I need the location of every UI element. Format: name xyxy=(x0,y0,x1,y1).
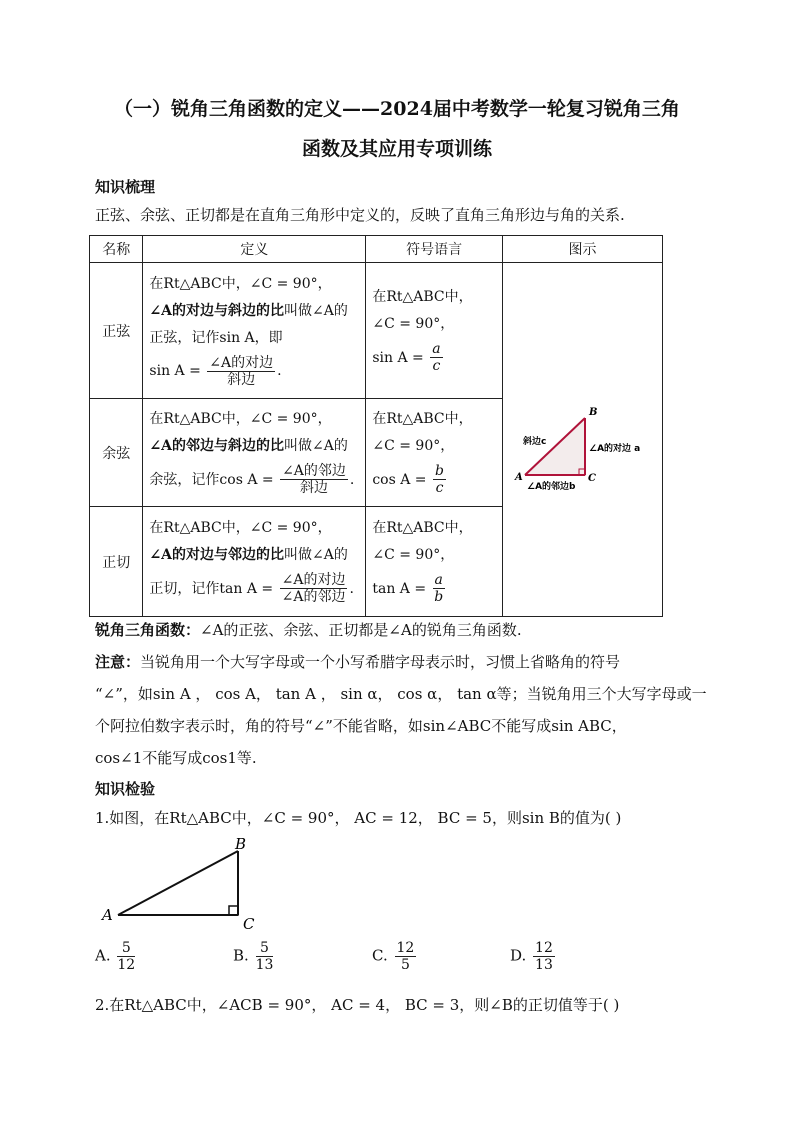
sym-line: 在Rt△ABC中， xyxy=(372,410,473,427)
option-label: B. xyxy=(233,946,249,965)
row-name: 余弦 xyxy=(90,399,143,507)
fraction-numerator: 5 xyxy=(256,940,274,957)
formula-left: tan A = xyxy=(372,580,427,597)
def-line xyxy=(149,542,359,569)
intro-text: 正弦、余弦、正切都是在直角三角形中定义的，反映了直角三角形边与角的关系. xyxy=(95,206,625,224)
option-label: D. xyxy=(510,946,527,965)
def-key-phrase: ∠A的对边与邻边的比 xyxy=(149,546,285,563)
symbol-cell xyxy=(366,263,503,399)
fraction xyxy=(280,463,348,496)
def-formula: 正切，记作tan A = $\frac{\text{∠A的对边}}{\text{∠A的邻边}}$ . xyxy=(149,572,354,605)
symbol-cell xyxy=(366,507,503,617)
def-line: 在Rt△ABC中，∠C = 90°， xyxy=(149,276,332,292)
fraction xyxy=(533,940,555,973)
def-line: 余弦，记作cos A = xyxy=(149,471,274,488)
definition-cell xyxy=(143,507,366,617)
fraction xyxy=(207,355,275,388)
section-heading-knowledge: 知识梳理 xyxy=(95,178,156,196)
def-key-phrase: ∠A的对边与斜边的比 xyxy=(149,303,285,319)
fraction xyxy=(395,940,417,973)
question-1-triangle xyxy=(98,835,268,935)
note-line: “∠”，如sin A ， cos A， tan A ， sin α， cos α， tan α等；当锐角用三个大写字母或一 xyxy=(95,685,707,703)
formula-left: sin A = xyxy=(372,349,424,366)
section-heading-check: 知识检验 xyxy=(95,780,156,798)
def-formula: 余弦，记作cos A = $\frac{\text{∠A的邻边}}{\text{斜边}}$ . xyxy=(149,463,355,496)
fraction-denominator: 13 xyxy=(255,957,274,973)
formula-left: sin A = xyxy=(149,363,201,379)
fraction xyxy=(280,572,348,605)
note-line xyxy=(95,652,620,672)
fraction-denominator: b xyxy=(434,589,444,605)
question-1-text: 1.如图，在Rt△ABC中，∠C = 90°， AC = 12， BC = 5，则sin B的值为( ) xyxy=(95,809,622,827)
fraction-numerator: ∠A的邻边 xyxy=(282,463,346,479)
sym-line: 在Rt△ABC中， xyxy=(372,519,473,536)
hypotenuse-line xyxy=(118,851,238,915)
adjacent-label: ∠A的邻边b xyxy=(526,481,576,492)
def-line: 在Rt△ABC中，∠C = 90°， xyxy=(149,410,332,427)
def-line xyxy=(149,433,359,460)
def-line xyxy=(149,298,359,325)
acute-def-text: ∠A的正弦、余弦、正切都是∠A的锐角三角函数. xyxy=(200,621,522,639)
table-header: 定义 xyxy=(143,236,366,263)
option-label: C. xyxy=(372,946,388,965)
fraction-denominator: 12 xyxy=(117,957,136,973)
note-label: 注意： xyxy=(95,653,141,671)
fraction-denominator: 斜边 xyxy=(227,371,256,388)
def-formula: sin A = $\frac{\text{∠A的对边}}{\text{斜边}}$ . xyxy=(149,354,282,388)
right-triangle-diagram xyxy=(503,378,662,498)
acute-function-definition xyxy=(95,620,522,640)
opposite-label: ∠A的对边 a xyxy=(588,443,641,454)
sym-formula xyxy=(372,338,496,378)
sym-line: 在Rt△ABC中， xyxy=(372,288,473,305)
vertex-label-c: C xyxy=(243,915,255,933)
right-angle-mark xyxy=(229,906,238,915)
definition-cell xyxy=(143,399,366,507)
sym-formula xyxy=(372,460,496,500)
fraction xyxy=(433,463,446,496)
fraction xyxy=(433,572,445,605)
def-line-rest: 叫做∠A的 xyxy=(284,437,348,454)
definition-table xyxy=(89,235,663,617)
def-line: 在Rt△ABC中，∠C = 90°， xyxy=(149,519,332,536)
sym-line: ∠C = 90°， xyxy=(372,315,455,332)
symbol-cell xyxy=(366,399,503,507)
sym-formula xyxy=(372,569,496,609)
fraction-numerator: a xyxy=(434,572,443,588)
vertex-label-a: A xyxy=(514,471,523,483)
table-header: 图示 xyxy=(502,236,662,263)
fraction xyxy=(256,940,274,973)
vertex-label-c: C xyxy=(587,472,596,484)
row-name: 正弦 xyxy=(90,263,143,399)
table-header-row xyxy=(90,236,663,263)
fraction-numerator: b xyxy=(435,463,444,479)
fraction-denominator: ∠A的邻边 xyxy=(281,589,346,605)
fraction-denominator: 斜边 xyxy=(300,480,328,496)
sym-line: ∠C = 90°， xyxy=(372,437,455,454)
fraction-denominator: 5 xyxy=(400,957,410,973)
fraction-numerator: a xyxy=(432,341,441,357)
def-line: 正弦，记作sin A，即 xyxy=(149,330,283,346)
fraction-denominator: c xyxy=(432,358,441,374)
def-line-rest: 叫做∠A的 xyxy=(284,546,348,563)
note-line: cos∠1不能写成cos1等. xyxy=(95,749,257,767)
formula-left: cos A = xyxy=(372,471,427,488)
hypotenuse-label: 斜边c xyxy=(522,436,547,447)
vertex-label-a: A xyxy=(102,906,113,924)
def-key-phrase: ∠A的邻边与斜边的比 xyxy=(149,437,285,454)
acute-def-label: 锐角三角函数： xyxy=(95,621,201,639)
option-b[interactable] xyxy=(233,940,275,973)
option-c[interactable] xyxy=(372,940,418,973)
note-text: 当锐角用一个大写字母或一个小写希腊字母表示时，习惯上省略角的符号 xyxy=(140,653,621,671)
fraction-denominator: 13 xyxy=(535,957,553,973)
option-a[interactable] xyxy=(95,940,137,973)
def-line: 正切，记作tan A = xyxy=(149,580,274,597)
row-name: 正切 xyxy=(90,507,143,617)
fraction xyxy=(117,940,135,973)
table-row xyxy=(90,263,663,399)
fraction-numerator: 12 xyxy=(535,940,553,956)
fraction-numerator: 5 xyxy=(117,940,135,957)
figure-cell xyxy=(502,263,662,617)
table-header: 符号语言 xyxy=(366,236,503,263)
page-title-line1: （一）锐角三角函数的定义——2024届中考数学一轮复习锐角三角 xyxy=(114,98,680,120)
vertex-label-b: B xyxy=(588,406,598,418)
fraction-numerator: 12 xyxy=(396,940,415,956)
option-label: A. xyxy=(95,946,111,965)
fraction-denominator: c xyxy=(435,480,444,496)
sym-line: ∠C = 90°， xyxy=(372,546,455,563)
fraction-numerator: ∠A的对边 xyxy=(209,354,274,371)
table-header: 名称 xyxy=(90,236,143,263)
definition-cell xyxy=(143,263,366,399)
page-title-line2: 函数及其应用专项训练 xyxy=(301,138,492,160)
note-line: 个阿拉伯数字表示时，角的符号“∠”不能省略，如sin∠ABC不能写成sin ABC， xyxy=(95,717,627,735)
vertex-label-b: B xyxy=(235,835,247,853)
option-d[interactable] xyxy=(510,940,557,973)
question-2-text: 2.在Rt△ABC中，∠ACB = 90°， AC = 4， BC = 3，则∠B的正切值等于( ) xyxy=(95,996,620,1014)
fraction xyxy=(430,341,442,374)
def-line-rest: 叫做∠A的 xyxy=(284,303,348,319)
fraction-numerator: ∠A的对边 xyxy=(281,572,346,588)
